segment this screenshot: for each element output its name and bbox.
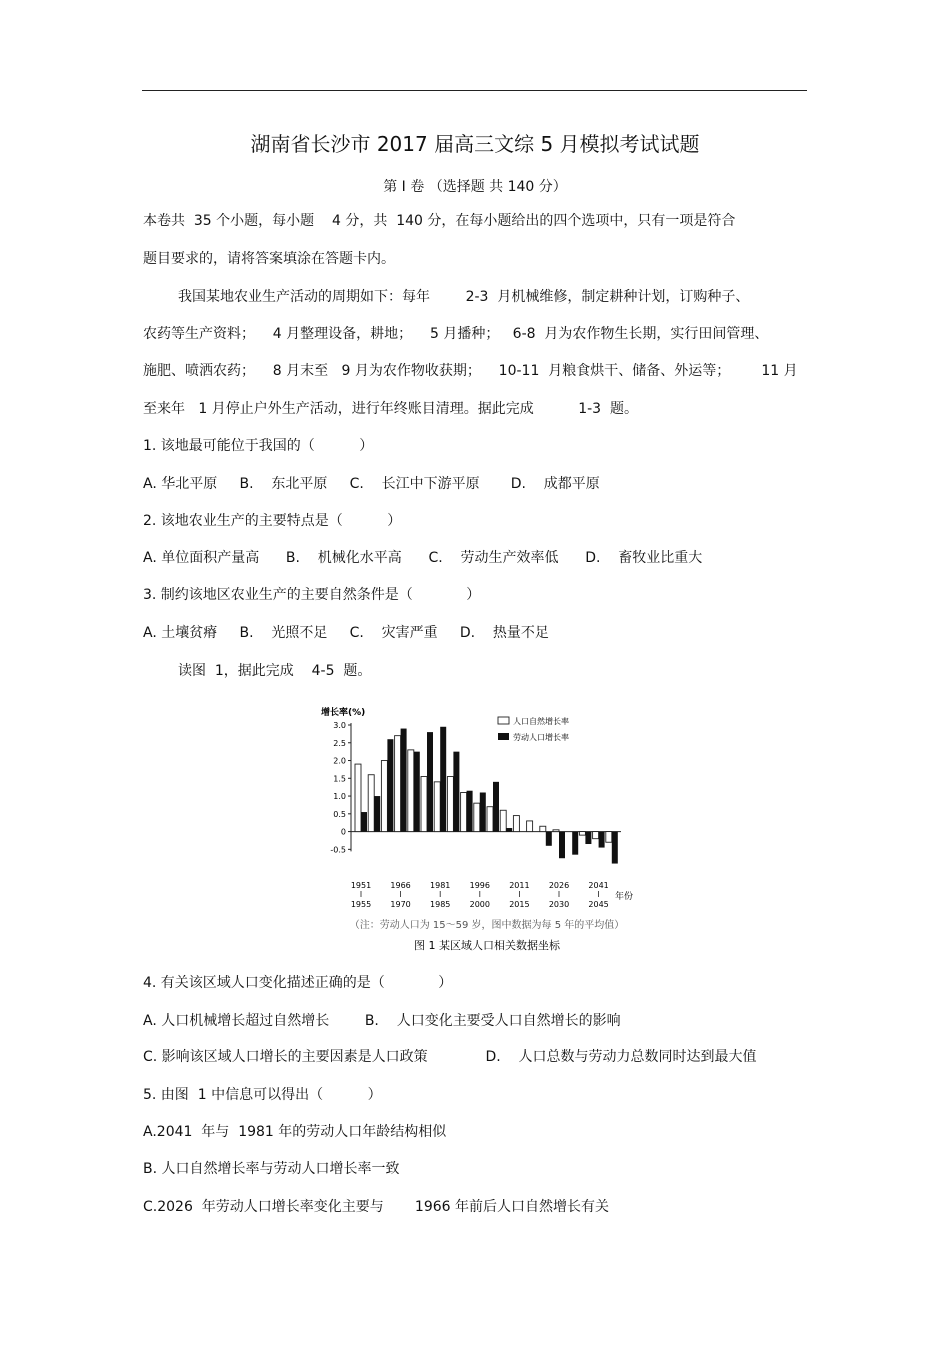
bar-natural-growth [461, 793, 467, 832]
bar-labor-growth [480, 793, 486, 832]
bar-natural-growth [500, 810, 506, 831]
x-tick-label-start: 2041 [588, 881, 609, 890]
bar-natural-growth [593, 832, 599, 839]
y-tick-label: 0 [340, 827, 346, 837]
bar-labor-growth [414, 752, 420, 832]
bar-natural-growth [487, 807, 493, 832]
bar-natural-growth [368, 775, 374, 832]
bar-natural-growth [579, 832, 585, 836]
y-tick-label: 1.5 [333, 774, 346, 784]
bar-labor-growth [467, 791, 473, 832]
bar-natural-growth [447, 777, 453, 832]
instructions-line-1: 本卷共 35 个小题，每小题 4 分，共 140 分，在每小题给出的四个选项中，只有一项是符合 [143, 213, 736, 229]
question-1-options: A. 华北平原 B. 东北平原 C. 长江中下游平原 D. 成都平原 [143, 476, 600, 492]
passage-line-2: 农药等生产资料； 4 月整理设备，耕地； 5 月播种； 6-8 月为农作物生长期，实行田间管理、 [143, 326, 769, 342]
x-tick-label-start: 2026 [548, 881, 570, 890]
x-tick-label-start: 2011 [509, 881, 530, 890]
bar-natural-growth [606, 832, 612, 843]
passage-line-3: 施肥、喷洒农药； 8 月末至 9 月为农作物收获期； 10-11 月粮食烘干、储备、外运等； 11 月 [143, 363, 798, 379]
y-tick-label: 0.5 [333, 809, 346, 819]
y-tick-label: 2.5 [333, 738, 346, 748]
section-subtitle: 第 I 卷 （选择题 共 140 分） [383, 179, 567, 195]
question-5: 5. 由图 1 中信息可以得出（ ） [143, 1087, 382, 1103]
figure-intro: 读图 1，据此完成 4-5 题。 [178, 663, 372, 679]
question-2: 2. 该地农业生产的主要特点是（ ） [143, 513, 402, 529]
bar-natural-growth [540, 826, 546, 831]
top-rule [142, 90, 807, 91]
x-tick-label-start: 1966 [390, 881, 411, 890]
chart-svg [315, 700, 660, 962]
x-tick-label-start: 1981 [430, 881, 451, 890]
bar-natural-growth [355, 764, 361, 832]
bar-labor-growth [546, 832, 552, 846]
question-4: 4. 有关该区域人口变化描述正确的是（ ） [143, 975, 453, 991]
question-4-options-cd: C. 影响该区域人口增长的主要因素是人口政策 D. 人口总数与劳动力总数同时达到最大值 [143, 1049, 757, 1065]
bar-labor-growth [493, 782, 499, 832]
bar-labor-growth [427, 732, 433, 831]
bar-labor-growth [440, 727, 446, 832]
bar-natural-growth [553, 830, 559, 832]
x-tick-label-start: 1951 [350, 881, 372, 890]
bar-labor-growth [612, 832, 618, 864]
question-1: 1. 该地最可能位于我国的（ ） [143, 438, 374, 454]
bar-labor-growth [387, 739, 393, 831]
bar-labor-growth [599, 832, 605, 848]
bar-natural-growth [381, 761, 387, 832]
question-4-options-ab: A. 人口机械增长超过自然增长 B. 人口变化主要受人口自然增长的影响 [143, 1013, 621, 1029]
passage-line-1: 我国某地农业生产活动的周期如下：每年 2-3 月机械维修，制定耕种计划，订购种子、 [178, 289, 750, 305]
x-tick-label-end: 1955 [350, 900, 372, 909]
legend-swatch-labor [498, 733, 509, 740]
bar-natural-growth [395, 736, 401, 832]
bar-natural-growth [513, 816, 519, 832]
x-tick-label-end: 1985 [430, 900, 451, 909]
legend-label-natural: 人口自然增长率 [513, 717, 569, 726]
y-tick-label: -0.5 [330, 845, 346, 855]
question-5-option-b: B. 人口自然增长率与劳动人口增长率一致 [143, 1161, 400, 1177]
question-5-option-c: C.2026 年劳动人口增长率变化主要与 1966 年前后人口自然增长有关 [143, 1199, 609, 1215]
x-tick-label-end: 1970 [390, 900, 411, 909]
question-3: 3. 制约该地区农业生产的主要自然条件是（ ） [143, 587, 481, 603]
question-5-option-a: A.2041 年与 1981 年的劳动人口年龄结构相似 [143, 1124, 447, 1140]
x-tick-label-end: 2000 [469, 900, 490, 909]
question-2-options: A. 单位面积产量高 B. 机械化水平高 C. 劳动生产效率低 D. 畜牧业比重大 [143, 550, 703, 566]
legend-label-labor: 劳动人口增长率 [513, 733, 569, 742]
bar-labor-growth [361, 812, 367, 832]
legend-swatch-natural [498, 717, 509, 724]
bar-labor-growth [453, 752, 459, 832]
bar-natural-growth [527, 821, 533, 832]
chart-note: （注：劳动人口为 15～59 岁，图中数据为每 5 年的平均值） [349, 920, 625, 931]
bar-labor-growth [585, 832, 591, 844]
page-title: 湖南省长沙市 2017 届高三文综 5 月模拟考试试题 [250, 132, 700, 156]
x-tick-label-end: 2030 [548, 900, 570, 909]
chart-caption: 图 1 某区域人口相关数据坐标 [414, 939, 560, 952]
passage-line-4: 至来年 1 月停止户外生产活动，进行年终账目清理。据此完成 1-3 题。 [143, 401, 638, 417]
question-3-options: A. 土壤贫瘠 B. 光照不足 C. 灾害严重 D. 热量不足 [143, 625, 549, 641]
x-tick-label-start: 1996 [469, 881, 490, 890]
x-tick-label-end: 2045 [588, 900, 609, 909]
x-axis-label: 年份 [615, 892, 634, 902]
y-tick-label: 3.0 [333, 721, 346, 730]
y-tick-label: 2.0 [333, 756, 346, 766]
bar-labor-growth [401, 729, 407, 832]
population-chart [315, 700, 660, 962]
bar-natural-growth [474, 803, 480, 831]
bar-labor-growth [572, 832, 578, 855]
bar-natural-growth [408, 750, 414, 832]
bar-labor-growth [506, 828, 512, 832]
bar-labor-growth [374, 796, 380, 832]
bar-natural-growth [434, 782, 440, 832]
x-tick-label-end: 2015 [509, 900, 530, 909]
bar-labor-growth [559, 832, 565, 859]
bar-natural-growth [421, 777, 427, 832]
y-tick-label: 1.0 [333, 792, 346, 802]
y-axis-label: 增长率(%) [321, 708, 366, 718]
instructions-line-2: 题目要求的，请将答案填涂在答题卡内。 [143, 251, 395, 267]
